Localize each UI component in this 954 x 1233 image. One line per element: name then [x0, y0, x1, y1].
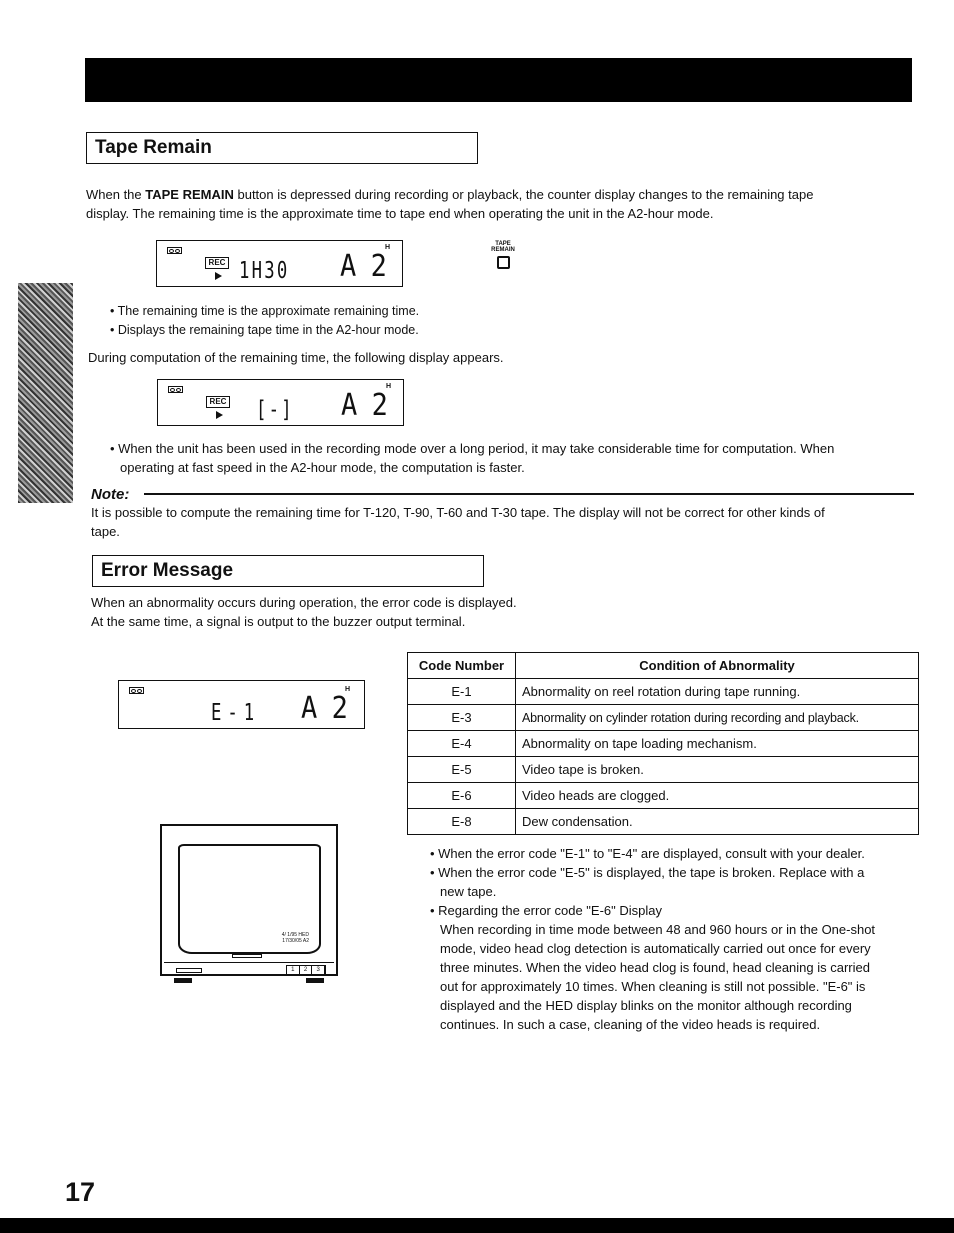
error-code-cell: E-4 — [408, 731, 516, 757]
hour-mark: H — [386, 383, 392, 390]
lcd-display-remaining — [156, 240, 403, 287]
tape-remain-title: Tape Remain — [95, 137, 212, 158]
error-message-heading-box — [92, 555, 484, 587]
note-text: It is possible to compute the remaining time for T-120, T-90, T-60 and T-30 tape. The display will not be correct for other kinds of tape. — [91, 505, 825, 539]
error-code-cell: E-3 — [408, 705, 516, 731]
monitor-screen-text: 4/ 1/95 HED 17/30/05 A2 — [281, 932, 309, 944]
table-header-row — [408, 653, 919, 679]
cassette-icon — [129, 687, 144, 694]
lcd-display-error — [118, 680, 365, 729]
mode-indicator: A2 — [341, 388, 403, 423]
error-code-cell: E-1 — [408, 679, 516, 705]
cassette-icon — [167, 247, 182, 254]
page-number: 17 — [65, 1177, 96, 1207]
computing-counter: [-] — [256, 397, 294, 423]
condition-cell: Abnormality on cylinder rotation during recording and playback. — [516, 705, 919, 731]
condition-cell: Video tape is broken. — [516, 757, 919, 783]
computation-bullet: • When the unit has been used in the recording mode over a long period, it may take considerable time for computation. When operating at fast speed in the A2-hour mode, the computation is faster. — [110, 441, 835, 475]
mode-indicator: A2 — [301, 691, 363, 726]
table-row — [408, 757, 919, 783]
table-row — [408, 783, 919, 809]
note-label: Note: — [91, 486, 130, 503]
error-message-title: Error Message — [101, 560, 234, 581]
tape-remain-button: TAPE REMAIN — [486, 241, 520, 269]
monitor-illustration — [160, 824, 338, 976]
play-icon — [216, 411, 223, 419]
tape-remain-intro: When the TAPE REMAIN button is depressed during recording or playback, the counter display changes to the remaining tape display. The remaining time is the approximate time to tape end when operating the unit in the A2-hour mode. — [86, 187, 814, 221]
hour-mark: H — [345, 686, 351, 693]
error-code-cell: E-8 — [408, 809, 516, 835]
tape-remain-bullets: • The remaining time is the approximate remaining time. • Displays the remaining tape time in the A2-hour mode. — [110, 304, 420, 337]
lcd-display-computing — [157, 379, 404, 426]
play-icon — [215, 272, 222, 280]
table-row — [408, 809, 919, 835]
monitor-foot-left — [174, 978, 192, 983]
condition-cell: Abnormality on tape loading mechanism. — [516, 731, 919, 757]
condition-cell: Dew condensation. — [516, 809, 919, 835]
note-divider — [144, 493, 914, 495]
rec-indicator: REC — [206, 396, 230, 408]
column-header-code: Code Number — [408, 653, 516, 679]
footer-bar — [0, 1218, 954, 1233]
mode-indicator: A2 — [340, 249, 402, 284]
computation-text: During computation of the remaining time, the following display appears. — [88, 350, 504, 365]
condition-cell: Video heads are clogged. — [516, 783, 919, 809]
button-icon — [497, 256, 510, 269]
monitor-foot-right — [306, 978, 324, 983]
table-row — [408, 679, 919, 705]
error-code-cell: E-5 — [408, 757, 516, 783]
table-row — [408, 731, 919, 757]
header-bar — [85, 58, 912, 102]
remaining-counter: 1H30 — [239, 258, 290, 284]
error-code-cell: E-6 — [408, 783, 516, 809]
monitor-slot — [232, 954, 262, 958]
table-row — [408, 705, 919, 731]
monitor-screen — [178, 844, 321, 954]
tape-remain-heading-box — [86, 132, 478, 164]
error-bullets: • When the error code "E-1" to "E-4" are displayed, consult with your dealer. • When the error code "E-5" is displayed, the tape is broken. Replace with a new tape. • Regarding the error code "E-6" Display When recording in time mode between 48 and 960 hours or in the One-shot mode, video head clog detection is automatically carried out once for every three minutes. When the video head clog is found, head cleaning is carried out for approximately 10 times. When cleaning is still not possible. "E-6" is displayed and the HED display blinks on the monitor although recording continues. In such a case, cleaning of the video heads is required. — [430, 846, 876, 1032]
monitor-buttons: 1 2 3 — [286, 965, 326, 976]
condition-cell: Abnormality on reel rotation during tape running. — [516, 679, 919, 705]
column-header-condition: Condition of Abnormality — [516, 653, 919, 679]
rec-indicator: REC — [205, 257, 229, 269]
error-message-intro: When an abnormality occurs during operation, the error code is displayed. At the same time, a signal is output to the buzzer output terminal. — [91, 595, 517, 629]
hour-mark: H — [385, 244, 391, 251]
error-code-table — [407, 652, 919, 835]
error-code-display: E-1 — [211, 700, 261, 726]
monitor-knob — [176, 968, 202, 973]
section-side-tab — [18, 283, 73, 503]
cassette-icon — [168, 386, 183, 393]
tape-remain-button-name: TAPE REMAIN — [145, 187, 234, 202]
